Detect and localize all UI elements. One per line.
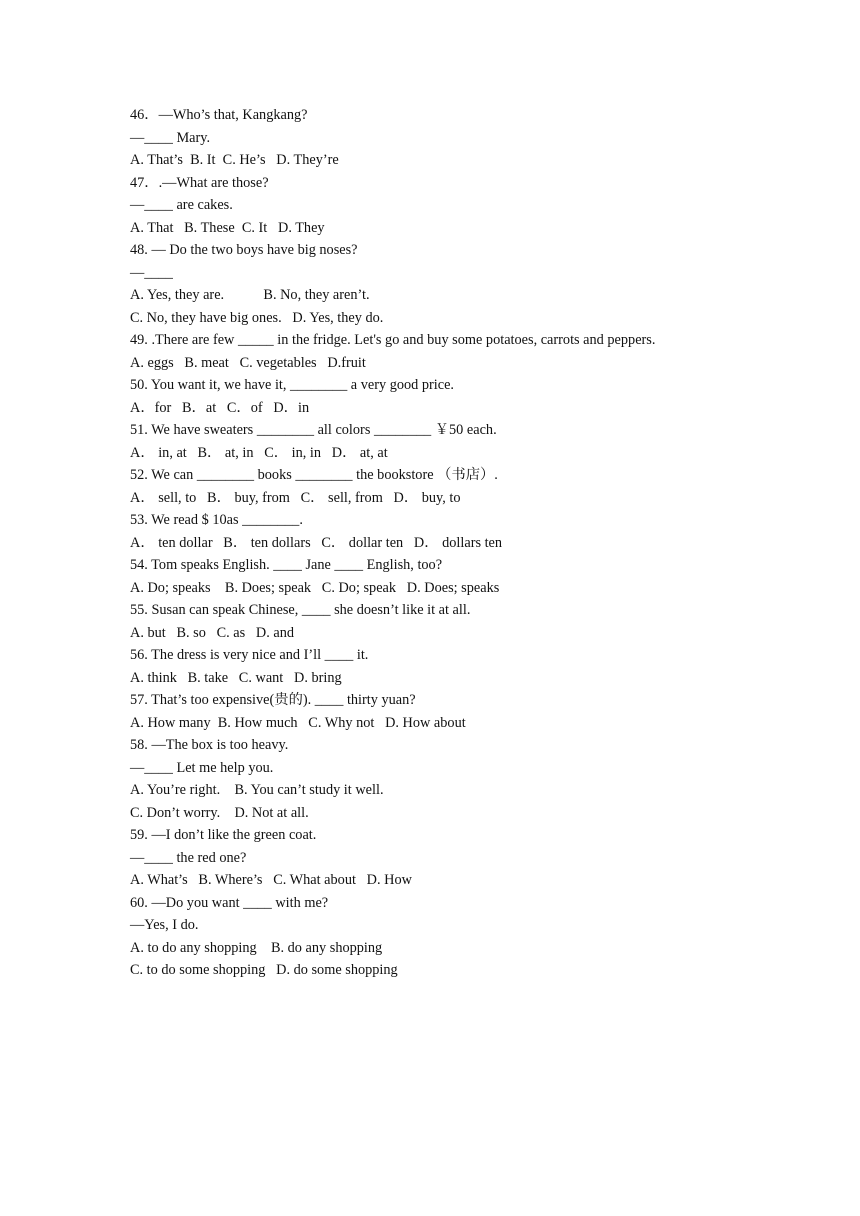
question-51-options: A． in, at B． at, in C． in, in D． at, at [130, 444, 388, 461]
question-53-stem: 53. We read $ 10as ________. [130, 512, 303, 528]
question-47-options: A. That B. These C. It D. They [130, 219, 325, 236]
question-54-options: A. Do; speaks B. Does; speak C. Do; speak D. Does; speaks [130, 579, 500, 596]
question-60-options-2: C. to do some shopping D. do some shopping [130, 962, 398, 978]
question-49-options: A. eggs B. meat C. vegetables D.fruit [130, 354, 366, 371]
question-59-stem: 59. —I don’t like the green coat. [130, 827, 317, 843]
question-48-options-1: A. Yes, they are. B. No, they aren’t. [130, 287, 370, 303]
question-56-options: A. think B. take C. want D. bring [130, 669, 342, 686]
question-60-stem: 60. —Do you want ____ with me? [130, 894, 329, 911]
question-58-options-1: A. You’re right. B. You can’t study it well. [130, 782, 384, 798]
question-list [130, 104, 810, 982]
question-55-options: A. but B. so C. as D. and [130, 624, 295, 641]
question-46-options: A. That’s B. It C. He’s D. They’re [130, 152, 339, 168]
question-50-stem: 50. You want it, we have it, ________ a very good price. [130, 377, 455, 393]
question-58-options-2: C. Don’t worry. D. Not at all. [130, 804, 309, 821]
question-54-stem: 54. Tom speaks English. ____ Jane ____ English, too? [130, 557, 443, 573]
question-48-response: —____ [130, 264, 173, 281]
question-57-options: A. How many B. How much C. Why not D. How about [130, 714, 466, 731]
question-53-options: A． ten dollar B． ten dollars C． dollar ten D． dollars ten [130, 534, 503, 551]
question-59-options: A. What’s B. Where’s C. What about D. How [130, 872, 412, 888]
question-52-stem: 52. We can ________ books ________ the bookstore （书店）. [130, 467, 498, 483]
question-47-response: —____ are cakes. [130, 197, 233, 213]
question-50-options: A．for B．at C．of D．in [130, 399, 310, 416]
question-48-options-2: C. No, they have big ones. D. Yes, they do. [130, 309, 384, 326]
question-46-response: —____ Mary. [130, 129, 211, 146]
question-60-response: —Yes, I do. [130, 917, 199, 933]
question-60-options-1: A. to do any shopping B. do any shopping [130, 939, 383, 956]
question-56-stem: 56. The dress is very nice and I’ll ____ it. [130, 647, 369, 663]
question-57-stem: 57. That’s too expensive(贵的). ____ thirty yuan? [130, 692, 416, 708]
question-46-stem: 46．—Who’s that, Kangkang? [130, 107, 308, 123]
question-49-stem: 49. .There are few _____ in the fridge. Let's go and buy some potatoes, carrots and peppers. [130, 332, 656, 348]
question-51-stem: 51. We have sweaters ________ all colors ________ ￥50 each. [130, 422, 497, 438]
question-52-options: A． sell, to B． buy, from C． sell, from D． buy, to [130, 489, 461, 506]
question-59-response: —____ the red one? [130, 849, 247, 866]
question-58-stem: 58. —The box is too heavy. [130, 737, 289, 753]
question-48-stem: 48. — Do the two boys have big noses? [130, 242, 358, 258]
question-47-stem: 47．.—What are those? [130, 174, 269, 191]
question-55-stem: 55. Susan can speak Chinese, ____ she doesn’t like it at all. [130, 602, 471, 618]
question-58-response: —____ Let me help you. [130, 759, 274, 776]
